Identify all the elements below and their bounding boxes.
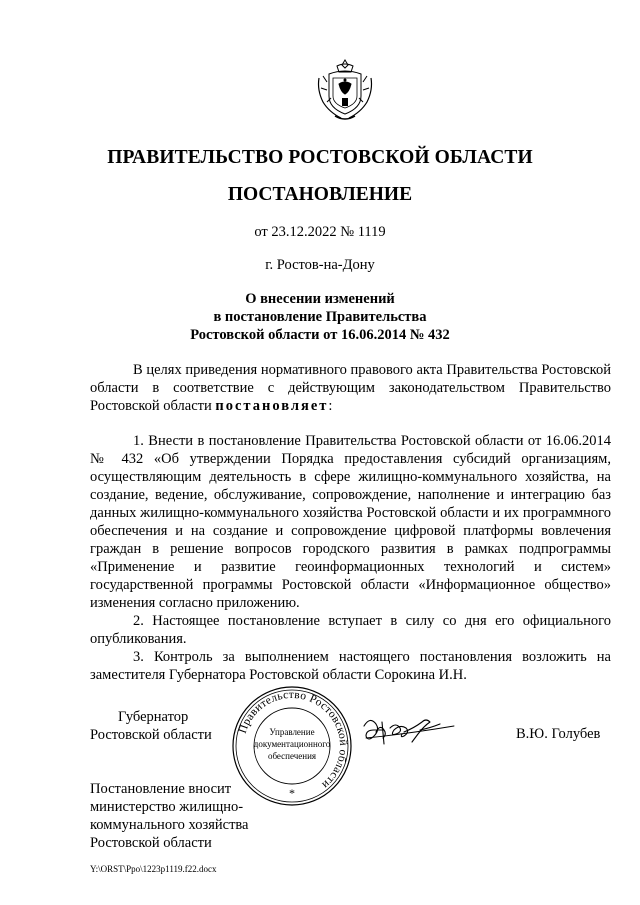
decree-items (90, 432, 611, 684)
stamp-inner-line: обеспечения (267, 751, 317, 761)
file-path-footer: Y:\ORST\Ppo\1223p1119.f22.docx (90, 864, 217, 874)
signatory-position: Губернатор (118, 709, 189, 725)
subject-line: в постановление Правительства (213, 309, 427, 325)
introduced-by-line: Ростовской области (90, 835, 212, 851)
decree-item: 2. Настоящее постановление вступает в силу со дня его официального опубликования. (90, 613, 611, 647)
decree-word: постановляет (215, 398, 329, 414)
handwritten-signature (360, 712, 460, 748)
decree-item: 1. Внести в постановление Правительства Ростовской области от 16.06.2014 № 432 «Об утверждении Порядка предоставления субсидий организациям, осуществляющим деятельность в сфере жилищно-коммунального хозяйства, на создание, ведение, обслуживание, сопровождение, наполнение и интеграцию баз данных жилищно-коммунального хозяйства Ростовской области и их программного обеспечения и на создание и сопровождение цифровой платформы вовлечения граждан в решение вопросов городского развития в рамках подпрограммы «Применение и развитие геоинформационных технологий и систем» государственной программы Ростовской области «Информационное общество» изменения согласно приложению. (90, 433, 611, 611)
document-city: г. Ростов-на-Дону (265, 257, 375, 273)
signatory-region: Ростовской области (90, 727, 212, 743)
preamble-text: В целях приведения нормативного правового акта Правительства Ростовской области в соответствие с действующим законодательством Правительство Ростовской области (90, 362, 611, 414)
subject-line: Ростовской области от 16.06.2014 № 432 (190, 327, 450, 343)
stamp-star: * (289, 786, 295, 800)
official-stamp (230, 684, 354, 808)
signatory-name: В.Ю. Голубев (516, 726, 601, 742)
document-type: ПОСТАНОВЛЕНИЕ (227, 184, 413, 205)
introduced-by-line: Постановление вносит (90, 781, 232, 797)
organization-title: ПРАВИТЕЛЬСТВО РОСТОВСКОЙ ОБЛАСТИ (107, 147, 533, 168)
introduced-by-line: министерство жилищно- (90, 799, 244, 815)
preamble-end: : (328, 398, 333, 414)
preamble-paragraph (90, 361, 611, 415)
stamp-inner-line: документационного (253, 739, 331, 749)
stamp-inner-line: Управление (269, 727, 315, 737)
document-date-number: от 23.12.2022 № 1119 (254, 224, 386, 240)
introduced-by-note (90, 780, 249, 852)
coat-of-arms-emblem (315, 58, 375, 124)
stamp-ring-text: Правительство Ростовской области (236, 688, 350, 791)
document-subject (0, 290, 640, 344)
introduced-by-line: коммунального хозяйства (90, 817, 249, 833)
subject-line: О внесении изменений (245, 291, 395, 307)
signatory-title (90, 708, 212, 744)
decree-item: 3. Контроль за выполнением настоящего постановления возложить на заместителя Губернатора Ростовской области Сорокина И.Н. (90, 649, 611, 683)
